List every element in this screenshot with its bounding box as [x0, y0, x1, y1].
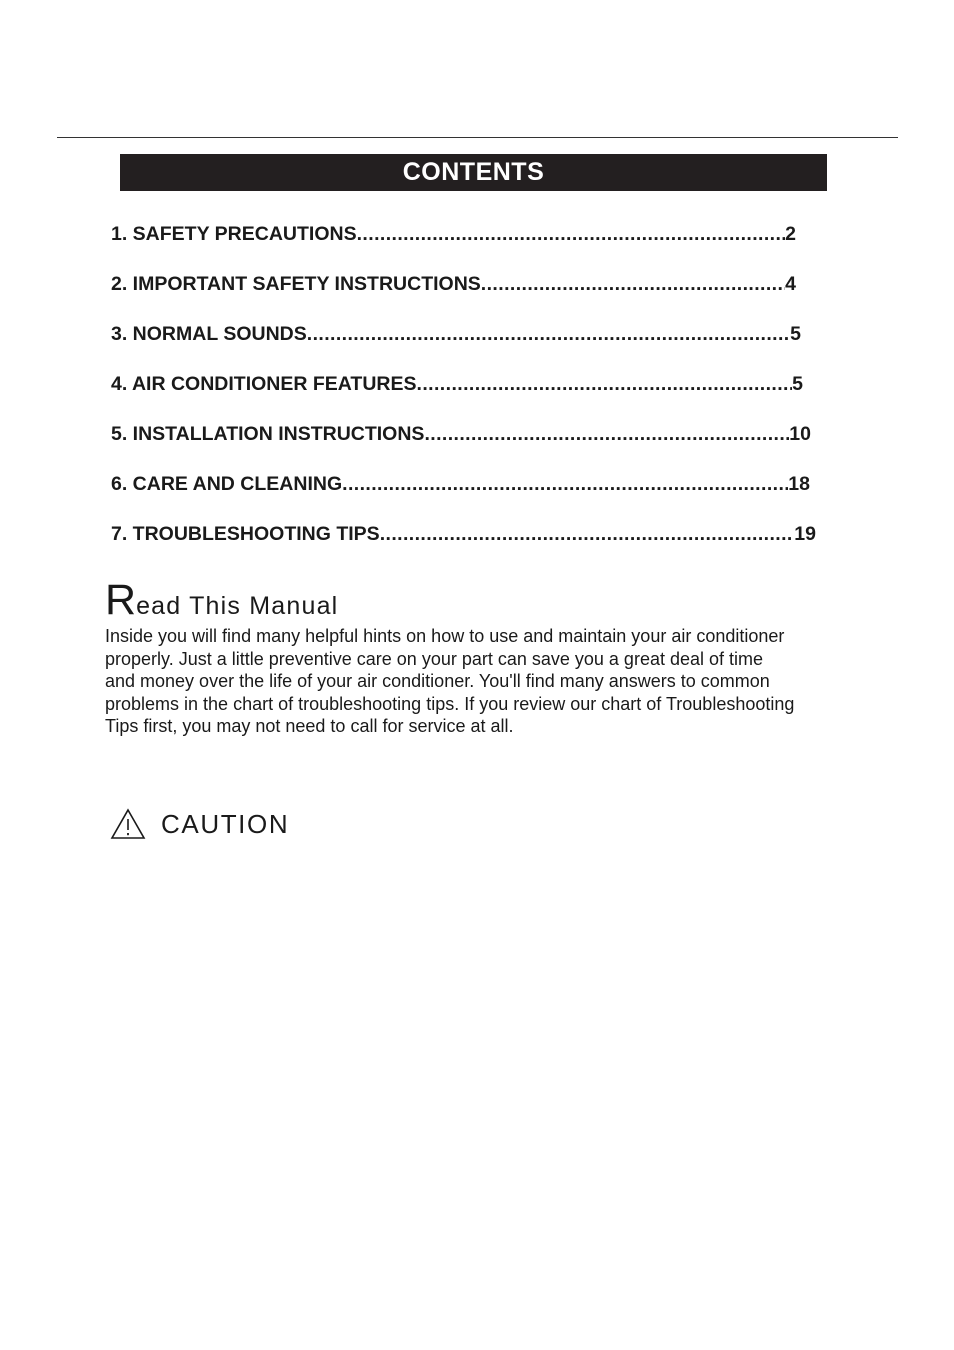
toc-leader-dots: [380, 522, 795, 546]
toc-entry-label: 4. AIR CONDITIONER FEATURES: [111, 373, 417, 395]
toc-leader-dots: [481, 272, 785, 296]
toc-entry-page: 10: [789, 423, 811, 445]
toc-entry-page: 5: [792, 373, 803, 395]
read-manual-heading-text: ead This Manual: [136, 592, 339, 620]
toc-entry-page: 18: [788, 473, 810, 495]
toc-entry-label: 3. NORMAL SOUNDS: [111, 323, 307, 345]
read-manual-body: [105, 625, 875, 738]
read-manual-line: Tips first, you may not need to call for service at all.: [105, 716, 514, 737]
caution-label: CAUTION: [161, 809, 290, 839]
toc-entry-label: 2. IMPORTANT SAFETY INSTRUCTIONS: [111, 273, 481, 295]
toc-entry-label: 7. TROUBLESHOOTING TIPS: [111, 523, 380, 545]
toc-entry-installation-instructions: [111, 422, 811, 446]
read-manual-line: properly. Just a little preventive care on your part can save you a great deal of time: [105, 648, 764, 669]
read-manual-heading: [105, 578, 338, 628]
toc-entry-page: 2: [785, 223, 796, 245]
toc-entry-normal-sounds: [111, 322, 801, 346]
toc-leader-dots: [424, 422, 789, 446]
contents-title: [120, 154, 827, 191]
read-manual-line: problems in the chart of troubleshooting tips. If you review our chart of Troubleshooting: [105, 693, 795, 714]
toc-entry-label: 5. INSTALLATION INSTRUCTIONS: [111, 423, 425, 445]
read-manual-line: Inside you will find many helpful hints on how to use and maintain your air conditioner: [105, 626, 785, 646]
header-divider: [57, 137, 898, 138]
toc-entry-page: 4: [785, 273, 796, 295]
toc-entry-safety-precautions: [111, 222, 796, 246]
toc-entry-air-conditioner-features: [111, 372, 803, 396]
toc-entry-important-safety-instructions: [111, 272, 796, 296]
toc-entry-label: 1. SAFETY PRECAUTIONS: [111, 223, 357, 245]
toc-leader-dots: [417, 372, 793, 396]
toc-leader-dots: [357, 222, 786, 246]
toc-entry-page: 19: [794, 523, 816, 545]
contents-title-text: CONTENTS: [402, 158, 545, 186]
toc-entry-label: 6. CARE AND CLEANING: [111, 473, 343, 495]
read-manual-line: and money over the life of your air conditioner. You'll find many answers to common: [105, 671, 770, 692]
warning-triangle-icon: [110, 808, 146, 840]
toc-entry-care-and-cleaning: [111, 472, 810, 496]
read-manual-dropcap: R: [105, 576, 137, 624]
toc-leader-dots: [342, 472, 788, 496]
toc-entry-troubleshooting-tips: [111, 522, 816, 546]
toc-leader-dots: [307, 322, 790, 346]
toc-entry-page: 5: [790, 323, 801, 345]
caution-heading: [110, 806, 289, 842]
